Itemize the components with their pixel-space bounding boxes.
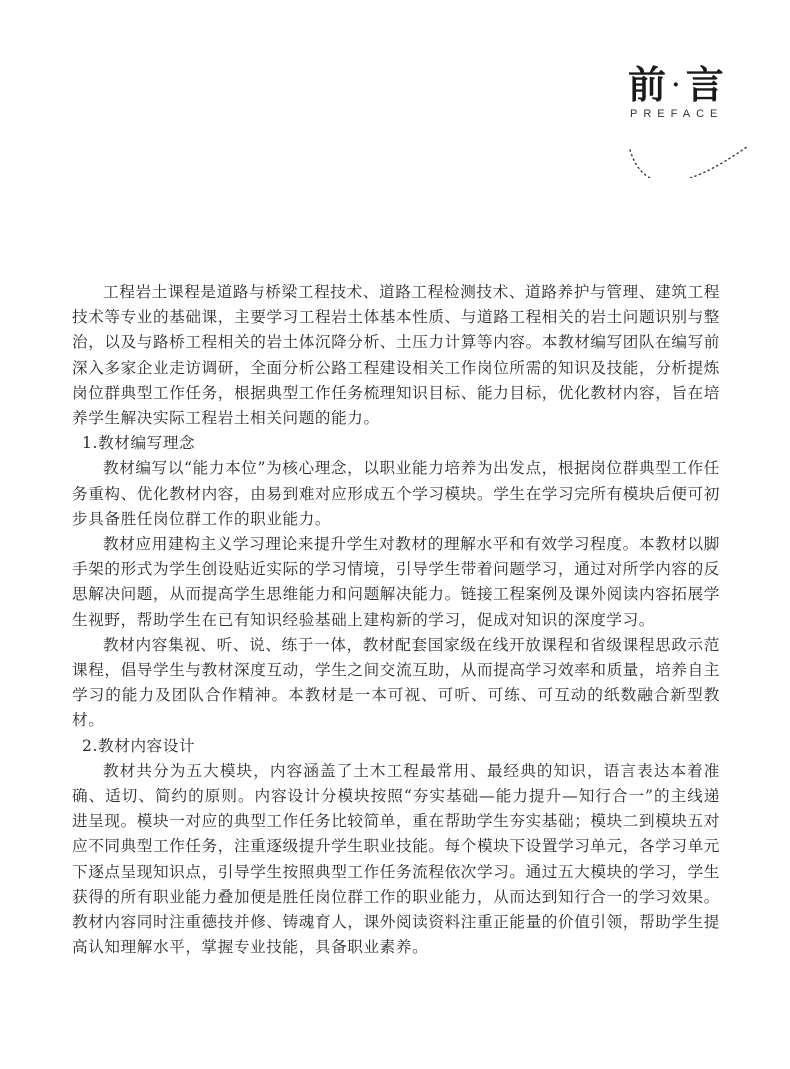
paragraph-intro: 工程岩土课程是道路与桥梁工程技术、道路工程检测技术、道路养护与管理、建筑工程技术等专业的基础课，主要学习工程岩土体基本性质、与道路工程相关的岩土问题识别与整治，以及与路桥工程相关的岩土体沉降分析、土压力计算等内容。本教材编写团队在编写前深入多家企业走访调研，全面分析公路工程建设相关工作岗位所需的知识及技能，分析提炼岗位群典型工作任务，根据典型工作任务梳理知识目标、能力目标，优化教材内容，旨在培养学生解决实际工程岩土相关问题的能力。 <box>72 283 720 428</box>
preface-body <box>72 280 720 960</box>
paragraph-concept-1: 教材编写以“能力本位”为核心理念，以职业能力培养为出发点，根据岗位群典型工作任务重构、优化教材内容，由易到难对应形成五个学习模块。学生在学习完所有模块后便可初步具备胜任岗位群工作的职业能力。 <box>72 459 720 528</box>
paragraph-concept-3: 教材内容集视、听、说、练于一体，教材配套国家级在线开放课程和省级课程思政示范课程，倡导学生与教材深度互动，学生之间交流互助，从而提高学习效率和质量，培养自主学习的能力及团队合作精神。本教材是一本可视、可听、可练、可互动的纸数融合新型教材。 <box>72 635 720 730</box>
dotted-arc-decoration <box>620 98 750 178</box>
title-char-left: 前 <box>628 62 667 107</box>
title-separator-dot: · <box>672 71 680 98</box>
page-subtitle: PREFACE <box>630 108 724 120</box>
section-heading-1: 1.教材编写理念 <box>82 434 196 453</box>
title-char-right: 言 <box>685 62 724 107</box>
section-heading-2: 2.教材内容设计 <box>82 736 196 755</box>
paragraph-concept-2: 教材应用建构主义学习理论来提升学生对教材的理解水平和有效学习程度。本教材以脚手架的形式为学生创设贴近实际的学习情境，引导学生带着问题学习，通过对所学内容的反思解决问题，从而提高学生思维能力和问题解决能力。链接工程案例及课外阅读内容拓展学生视野，帮助学生在已有知识经验基础上建构新的学习，促成对知识的深度学习。 <box>72 535 720 629</box>
preface-header <box>620 58 750 168</box>
paragraph-design: 教材共分为五大模块，内容涵盖了土木工程最常用、最经典的知识，语言表达本着准确、适切、简约的原则。内容设计分模块按照“夯实基础—能力提升—知行合一”的主线递进呈现。模块一对应的典型工作任务比较简单，重在帮助学生夯实基础；模块二到模块五对应不同典型工作任务，注重逐级提升学生职业技能。每个模块下设置学习单元，各学习单元下逐点呈现知识点，引导学生按照典型工作任务流程依次学习。通过五大模块的学习，学生获得的所有职业能力叠加便是胜任岗位群工作的职业能力，从而达到知行合一的学习效果。教材内容同时注重德技并修、铸魂育人，课外阅读资料注重正能量的价值引领，帮助学生提高认知理解水平，掌握专业技能，具备职业素养。 <box>72 761 720 957</box>
